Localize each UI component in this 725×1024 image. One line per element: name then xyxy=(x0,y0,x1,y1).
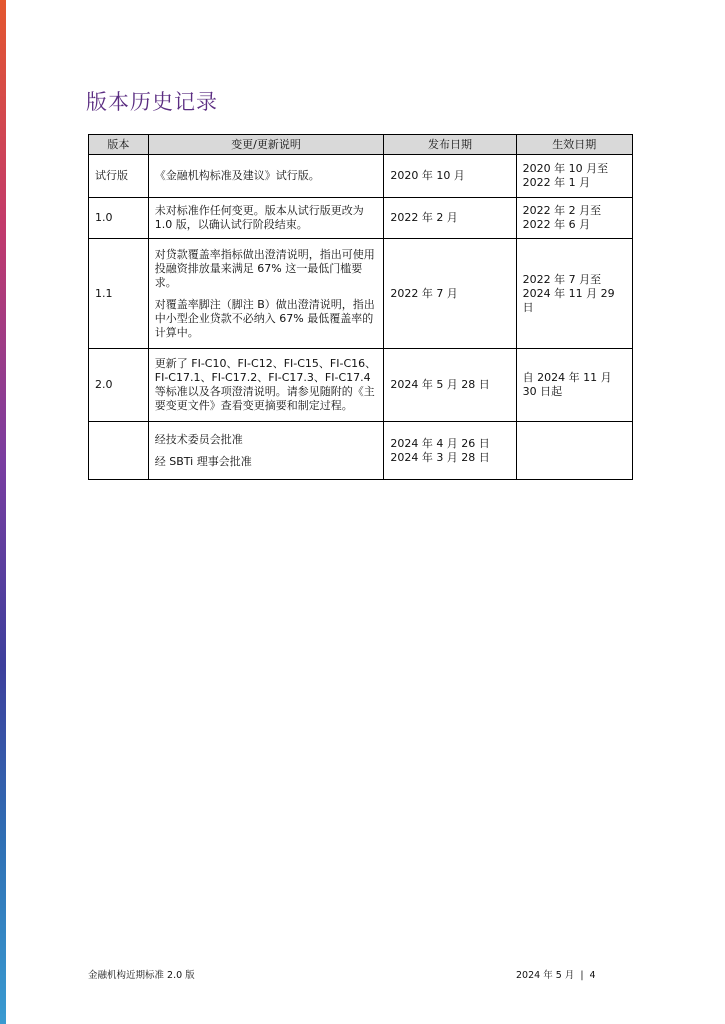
cell-effective-date xyxy=(516,239,632,349)
cell-description xyxy=(148,155,384,198)
effective-date-line: 30 日起 xyxy=(522,385,563,398)
effective-date-line: 2022 年 6 月 xyxy=(522,218,591,231)
cell-version: 1.1 xyxy=(89,239,149,349)
table-row xyxy=(89,239,633,349)
effective-date-line: 2024 年 11 月 29 日 xyxy=(522,286,615,314)
footer-date-page: 2024 年 5 月 | 4 xyxy=(516,970,596,981)
version-history-table xyxy=(88,134,633,480)
description-paragraph: 更新了 FI-C10、FI-C12、FI-C15、FI-C16、FI-C17.1、FI-C17.2、FI-C17.3、FI-C17.4 等标准以及各项澄清说明。请参见随附的《主要变更文件》查看变更摘要和制定过程。 xyxy=(154,357,377,412)
description-paragraph: 对贷款覆盖率指标做出澄清说明，指出可使用投融资排放量来满足 67% 这一最低门槛要求。 xyxy=(154,247,375,289)
cell-release-date xyxy=(384,422,516,480)
table-header-row xyxy=(89,135,633,155)
table-row xyxy=(89,349,633,422)
cell-description xyxy=(148,239,384,349)
header-version: 版本 xyxy=(89,135,149,155)
cell-description xyxy=(148,422,384,480)
cell-effective-date xyxy=(516,155,632,198)
cell-effective-date xyxy=(516,422,632,480)
release-date-line: 2024 年 5 月 28 日 xyxy=(390,378,490,391)
page-title: 版本历史记录 xyxy=(86,90,218,114)
release-date-line: 2024 年 4 月 26 日 xyxy=(390,436,490,450)
effective-date-line: 自 2024 年 11 月 xyxy=(522,371,612,384)
cell-release-date xyxy=(384,349,516,422)
table-row xyxy=(89,198,633,239)
effective-date-line: 2022 年 7 月至 xyxy=(522,272,602,286)
description-paragraph: 对覆盖率脚注（脚注 B）做出澄清说明，指出中小型企业贷款不必纳入 67% 最低覆盖率的计算中。 xyxy=(154,297,375,339)
description-paragraph: 《金融机构标准及建议》试行版。 xyxy=(154,169,320,182)
cell-effective-date xyxy=(516,349,632,422)
cell-description xyxy=(148,198,384,239)
effective-date-line: 2020 年 10 月至 xyxy=(522,162,609,175)
cell-effective-date xyxy=(516,198,632,239)
cell-version: 1.0 xyxy=(89,198,149,239)
description-paragraph: 经 SBTi 理事会批准 xyxy=(154,454,252,468)
cell-description xyxy=(148,349,384,422)
release-date-line: 2024 年 3 月 28 日 xyxy=(390,450,490,464)
accent-side-bar xyxy=(0,0,6,1024)
cell-version: 2.0 xyxy=(89,349,149,422)
effective-date-line: 2022 年 1 月 xyxy=(522,176,591,189)
cell-version: 试行版 xyxy=(89,155,149,198)
release-date-line: 2022 年 7 月 xyxy=(390,286,458,300)
header-description: 变更/更新说明 xyxy=(148,135,384,155)
release-date-line: 2020 年 10 月 xyxy=(390,169,465,182)
cell-release-date xyxy=(384,198,516,239)
cell-release-date xyxy=(384,155,516,198)
cell-version xyxy=(89,422,149,480)
footer-document-name: 金融机构近期标准 2.0 版 xyxy=(88,970,195,981)
header-release-date: 发布日期 xyxy=(384,135,516,155)
description-paragraph: 未对标准作任何变更。版本从试行版更改为 1.0 版，以确认试行阶段结束。 xyxy=(154,204,364,231)
release-date-line: 2022 年 2 月 xyxy=(390,211,458,224)
table-row xyxy=(89,422,633,480)
cell-release-date xyxy=(384,239,516,349)
header-effective-date: 生效日期 xyxy=(516,135,632,155)
table-row xyxy=(89,155,633,198)
description-paragraph: 经技术委员会批准 xyxy=(154,432,243,446)
effective-date-line: 2022 年 2 月至 xyxy=(522,204,602,217)
